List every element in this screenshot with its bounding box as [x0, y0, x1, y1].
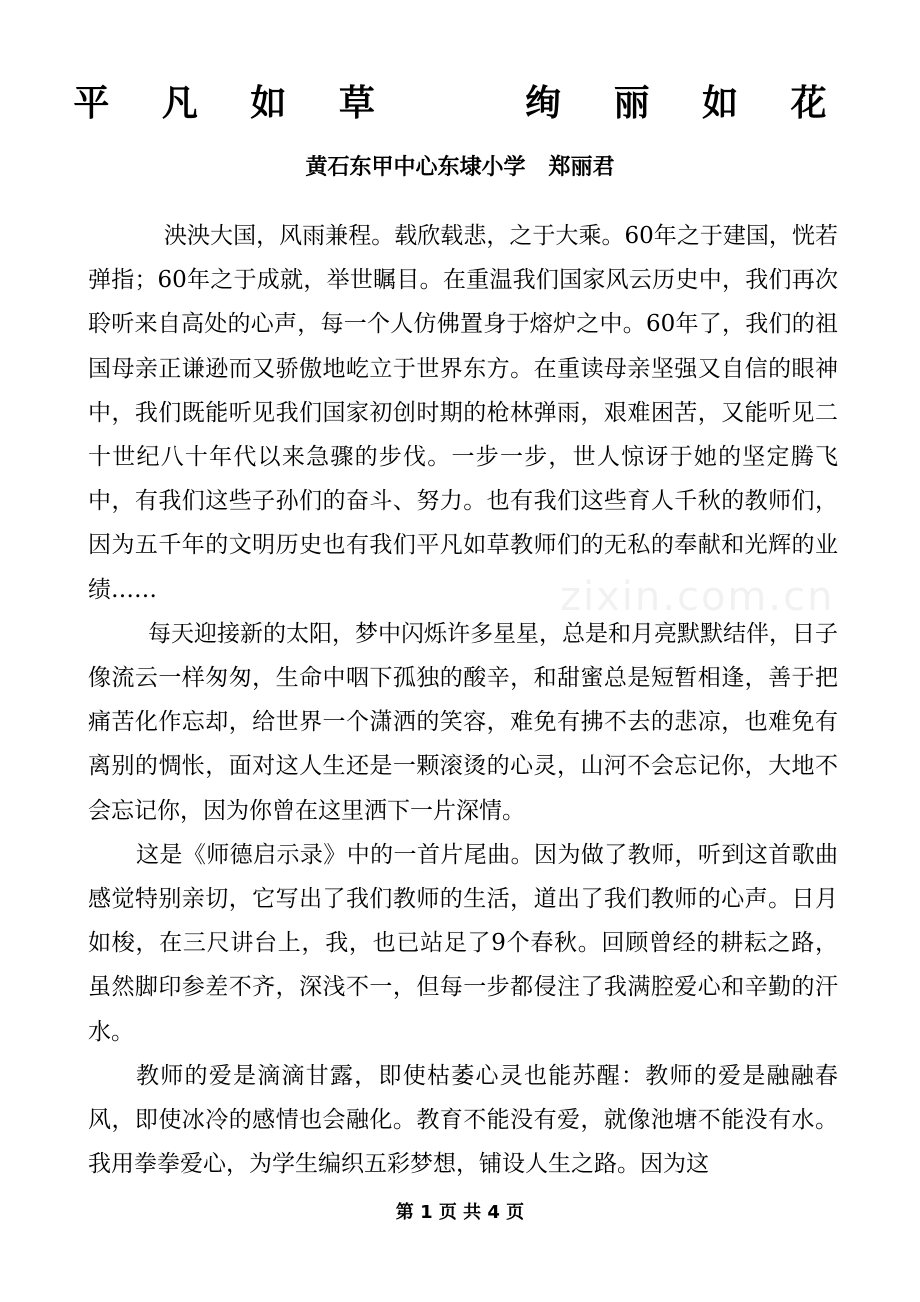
watermark: zixin.com.cn — [560, 574, 835, 620]
paragraph-3: 这是《师德启示录》中的一首片尾曲。因为做了教师，听到这首歌曲感觉特别亲切，它写出了我们教师的生活，道出了我们教师的心声。日月如梭，在三尺讲台上，我，也已站足了9个春秋。回顾曾经的耕耘之路，虽然脚印参差不齐，深浅不一，但每一步都侵注了我满腔爱心和辛勤的汗水。 — [88, 841, 838, 1045]
paragraph-2: 每天迎接新的太阳，梦中闪烁许多星星，总是和月亮默默结伴，日子像流云一样匆匆，生命中咽下孤独的酸辛，和甜蜜总是短暂相逢，善于把痛苦化作忘却，给世界一个潇洒的笑容，难免有拂不去的悲凉，也难免有离别的惆怅，面对这人生还是一颗滚烫的心灵，山河不会忘记你，大地不会忘记你，因为你曾在这里洒下一片深情。 — [88, 620, 838, 824]
paragraph-1: 泱泱大国，风雨兼程。载欣载悲，之于大乘。60年之于建国，恍若弹指；60年之于成就，举世瞩目。在重温我们国家风云历史中，我们再次聆听来自高处的心声，每一个人仿佛置身于熔炉之中。60年了，我们的祖国母亲正谦逊而又骄傲地屹立于世界东方。在重读母亲坚强又自信的眼神中，我们既能听见我们国家初创时期的枪林弹雨，艰难困苦，又能听见二十世纪八十年代以来急骤的步伐。一步一步，世人惊讶于她的坚定腾飞中，有我们这些子孙们的奋斗、努力。也有我们这些育人千秋的教师们，因为五千年的文明历史也有我们平凡如草教师们的无私的奉献和光辉的业绩…… — [88, 223, 838, 603]
page-footer: 第 1 页 共 4 页 — [395, 1202, 525, 1223]
document-body — [88, 214, 838, 1186]
paragraph-4: 教师的爱是滴滴甘露，即使枯萎心灵也能苏醒：教师的爱是融融春风，即使冰冷的感情也会融化。教育不能没有爱，就像池塘不能没有水。我用拳拳爱心，为学生编织五彩梦想，铺设人生之路。因为这 — [88, 1062, 838, 1178]
document-title: 平 凡 如 草 绚 丽 如 花 — [73, 83, 847, 124]
author-byline: 黄石东甲中心东埭小学 郑丽君 — [305, 155, 615, 180]
